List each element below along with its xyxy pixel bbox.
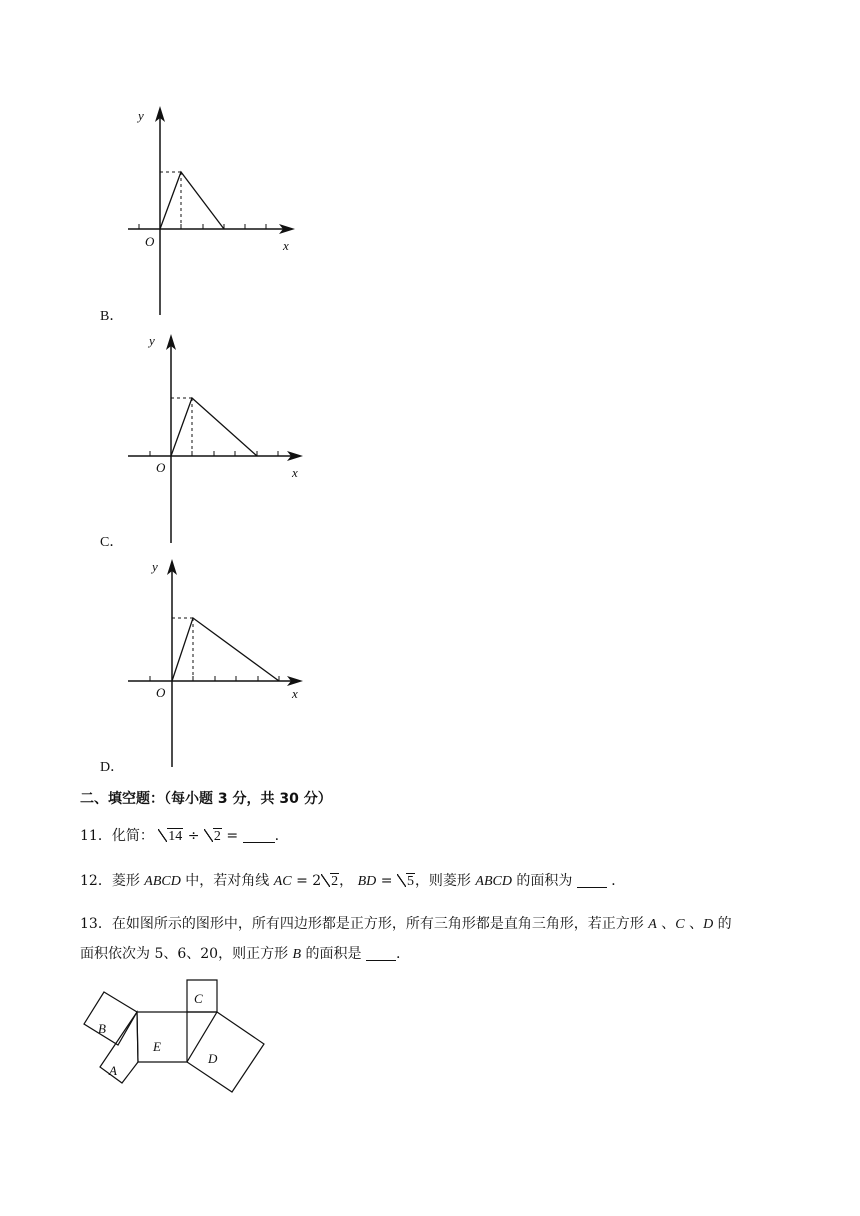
y-axis-label: y (138, 108, 144, 123)
question-13-line2: 面积依次为 5、6、20，则正方形 B 的面积是 . (80, 946, 401, 962)
question-13-line1: 13．在如图所示的图形中，所有四边形都是正方形，所有三角形都是直角三角形，若正方形 A 、C 、D 的 (80, 916, 732, 932)
option-c-label: C． (100, 535, 124, 550)
label-a: A (109, 1063, 117, 1078)
section-title: 二、填空题：（每小题 3 分，共 30 分） (80, 791, 332, 807)
label-e: E (153, 1039, 161, 1054)
x-axis-label: x (283, 238, 289, 253)
x-axis-label: x (292, 686, 298, 701)
x-axis-label: x (292, 465, 298, 480)
question-11: 11．化简： 14 ÷ 2 = . (80, 826, 279, 847)
graph-option-b (120, 328, 310, 548)
question-12: 12．菱形 ABCD 中，若对角线 AC = 2 2， BD = 5，则菱形 ABCD 的面积为 ． (80, 871, 625, 892)
answer-blank[interactable] (577, 873, 607, 888)
origin-label: O (145, 234, 155, 249)
origin-label: O (156, 460, 166, 475)
option-b-label: B． (100, 309, 124, 324)
label-b: B (98, 1021, 106, 1036)
label-d: D (208, 1051, 218, 1066)
answer-blank[interactable] (366, 946, 396, 961)
answer-blank[interactable] (243, 828, 275, 843)
origin-label: O (156, 685, 166, 700)
graph-option-c (120, 555, 310, 770)
squares-figure (80, 978, 270, 1104)
label-c: C (194, 991, 203, 1006)
option-d-label: D． (100, 760, 125, 775)
graph-option-a (120, 100, 300, 320)
y-axis-label: y (149, 333, 155, 348)
y-axis-label: y (152, 559, 158, 574)
